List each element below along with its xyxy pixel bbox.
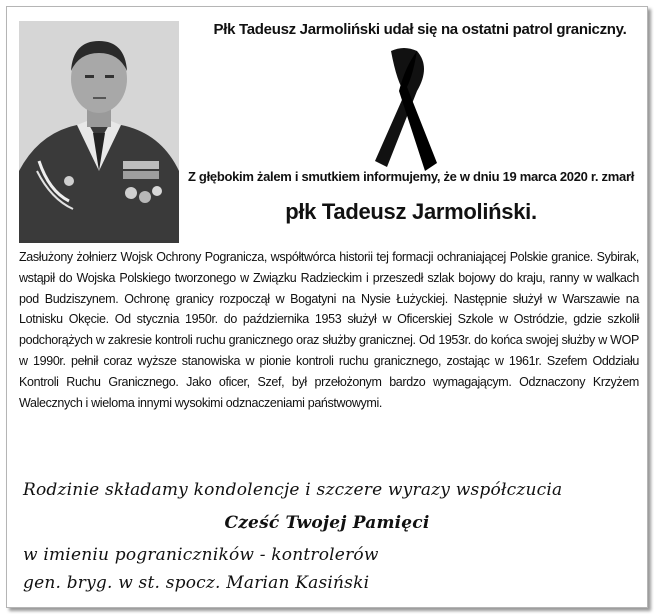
- announcement-text: Z głębokim żalem i smutkiem informujemy, że w dniu 19 marca 2020 r. zmarł: [187, 169, 635, 184]
- portrait-photo: [19, 21, 179, 243]
- officer-portrait-icon: [19, 21, 179, 243]
- obituary-card: [6, 6, 648, 608]
- headline: Płk Tadeusz Jarmoliński udał się na ostatni patrol graniczny.: [213, 21, 627, 38]
- memory-line: Cześć Twojej Pamięci: [224, 513, 430, 533]
- signature-line: gen. bryg. w st. spocz. Marian Kasiński: [23, 573, 370, 593]
- mourning-ribbon-icon: [369, 47, 439, 177]
- condolences-line: Rodzinie składamy kondolencje i szczere wyrazy współczucia: [23, 480, 563, 500]
- on-behalf-line: w imieniu pograniczników - kontrolerów: [23, 545, 379, 565]
- biography-paragraph: Zasłużony żołnierz Wojsk Ochrony Pogranicza, współtwórca historii tej formacji ochraniającej Polskie granice. Sybirak, wstąpił do Wojska Polskiego tworzonego w Związku Radzieckim i przeszedł szlak bojowy do kraju, ranny w walkach pod Budziszynem. Ochronę granicy rozpoczął w Bogatyni na Nysie Łużyckiej. Następnie służył w Warszawie na Lotnisku Okęcie. Od stycznia 1950r. do października 1953 służył w Oficerskiej Szkole w Ostródzie, gdzie szkolił podchorążych w zakresie kontroli ruchu granicznego oraz służby granicznej. Od 1953r. do końca swojej służby w WOP w 1990r. pełnił coraz wyższe stanowiska w pionie kontroli ruchu granicznego, zostając w 1961r. Szefem Oddziału Kontroli Ruchu Granicznego. Jako oficer, Szef, był przełożonym bardzo wymagającym. Odznaczony Krzyżem Walecznych i wieloma innymi wysokimi odznaczeniami państwowymi.: [19, 250, 639, 410]
- deceased-name: płk Tadeusz Jarmoliński.: [285, 199, 537, 224]
